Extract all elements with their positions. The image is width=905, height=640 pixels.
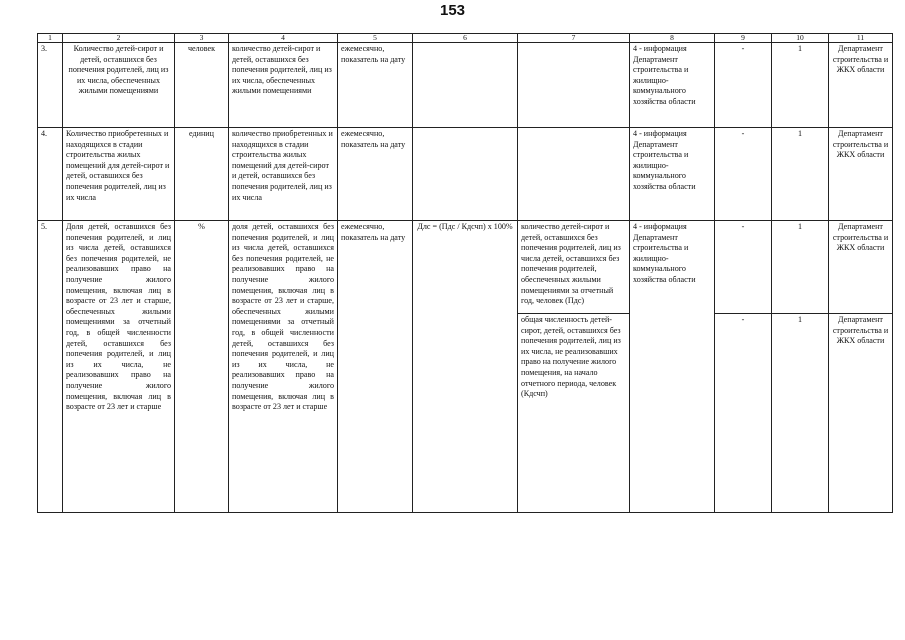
col9-value: - <box>715 314 772 513</box>
column-header: 3 <box>175 34 229 43</box>
table-row <box>38 128 893 221</box>
periodicity: ежемесячно, показатель на дату <box>338 43 413 128</box>
definition: количество детей-сирот и детей, оставшихся без попечения родителей, лиц из их числа, обеспеченных жилыми помещениями <box>229 43 338 128</box>
indicator-name: Количество детей-сирот и детей, оставшихся без попечения родителей, лиц из их числа, обеспеченных жилыми помещениями <box>63 43 175 128</box>
column-header: 2 <box>63 34 175 43</box>
column-header: 5 <box>338 34 413 43</box>
unit: % <box>175 221 229 513</box>
component-denominator: общая численность детей-сирот, детей, оставшихся без попечения родителей, лиц из их числа, не реализовавших право на получение жилого помещения, на начало отчетного периода, человек (Кдсчп) <box>518 314 630 513</box>
formula <box>413 128 518 221</box>
column-header: 10 <box>772 34 829 43</box>
components <box>518 43 630 128</box>
data-source: 4 - информация Департамент строительства и жилищно-коммунального хозяйства области <box>630 43 715 128</box>
column-header: 8 <box>630 34 715 43</box>
col10-value: 1 <box>772 221 829 314</box>
indicators-table <box>37 33 893 513</box>
table-row <box>38 221 893 314</box>
column-header: 11 <box>829 34 893 43</box>
col9-value: - <box>715 128 772 221</box>
column-header: 4 <box>229 34 338 43</box>
periodicity: ежемесячно, показатель на дату <box>338 128 413 221</box>
unit: единиц <box>175 128 229 221</box>
indicator-name: Доля детей, оставшихся без попечения родителей, и лиц из числа детей, оставшихся без попечения родителей, не реализовавших право на получение жилого помещения, включая лиц в возрасте от 23 лет и старше, обеспеченных жилыми помещениями за отчетный год, в общей численности детей, оставшихся без попечения родителей, и лиц из их числа, не реализовавших право на получение жилого помещения, включая лиц в возрасте от 23 лет и старше <box>63 221 175 513</box>
col9-value: - <box>715 221 772 314</box>
row-number: 3. <box>38 43 63 128</box>
col10-value: 1 <box>772 314 829 513</box>
formula: Длс = (Пдс / Кдсчп) x 100% <box>413 221 518 513</box>
col9-value: - <box>715 43 772 128</box>
column-header: 7 <box>518 34 630 43</box>
col10-value: 1 <box>772 128 829 221</box>
col10-value: 1 <box>772 43 829 128</box>
column-header: 6 <box>413 34 518 43</box>
periodicity: ежемесячно, показатель на дату <box>338 221 413 513</box>
row-number: 5. <box>38 221 63 513</box>
responsible: Департамент строительства и ЖКХ области <box>829 43 893 128</box>
definition: доля детей, оставшихся без попечения родителей, и лиц из числа детей, оставшихся без попечения родителей, не реализовавших право на получение жилого помещения, включая лиц в возрасте от 23 лет и старше, обеспеченных жилыми помещениями за отчетный год, в общей численности детей, оставшихся без попечения родителей, и лиц из их числа, не реализовавших право на получение жилого помещения, включая лиц в возрасте от 23 лет и старше <box>229 221 338 513</box>
data-source: 4 - информация Департамент строительства и жилищно-коммунального хозяйства области <box>630 128 715 221</box>
data-source: 4 - информация Департамент строительства и жилищно-коммунального хозяйства области <box>630 221 715 513</box>
responsible: Департамент строительства и ЖКХ области <box>829 314 893 513</box>
responsible: Департамент строительства и ЖКХ области <box>829 221 893 314</box>
column-header: 9 <box>715 34 772 43</box>
table-row <box>38 43 893 128</box>
component-numerator: количество детей-сирот и детей, оставшихся без попечения родителей, лиц из числа детей, оставшихся без попечения родителей, обеспеченных жилыми помещениями за отчетный год, человек (Пдс) <box>518 221 630 314</box>
page-number: 153 <box>439 2 466 19</box>
responsible: Департамент строительства и ЖКХ области <box>829 128 893 221</box>
column-header: 1 <box>38 34 63 43</box>
definition: количество приобретенных и находящихся в стадии строительства жилых помещений для детей-сирот и детей, оставшихся без попечения родителей, лиц из их числа <box>229 128 338 221</box>
indicator-name: Количество приобретенных и находящихся в стадии строительства жилых помещений для детей-сирот и детей, оставшихся без попечения родителей, лиц из их числа <box>63 128 175 221</box>
components <box>518 128 630 221</box>
formula <box>413 43 518 128</box>
column-number-row <box>38 34 893 43</box>
unit: человек <box>175 43 229 128</box>
row-number: 4. <box>38 128 63 221</box>
